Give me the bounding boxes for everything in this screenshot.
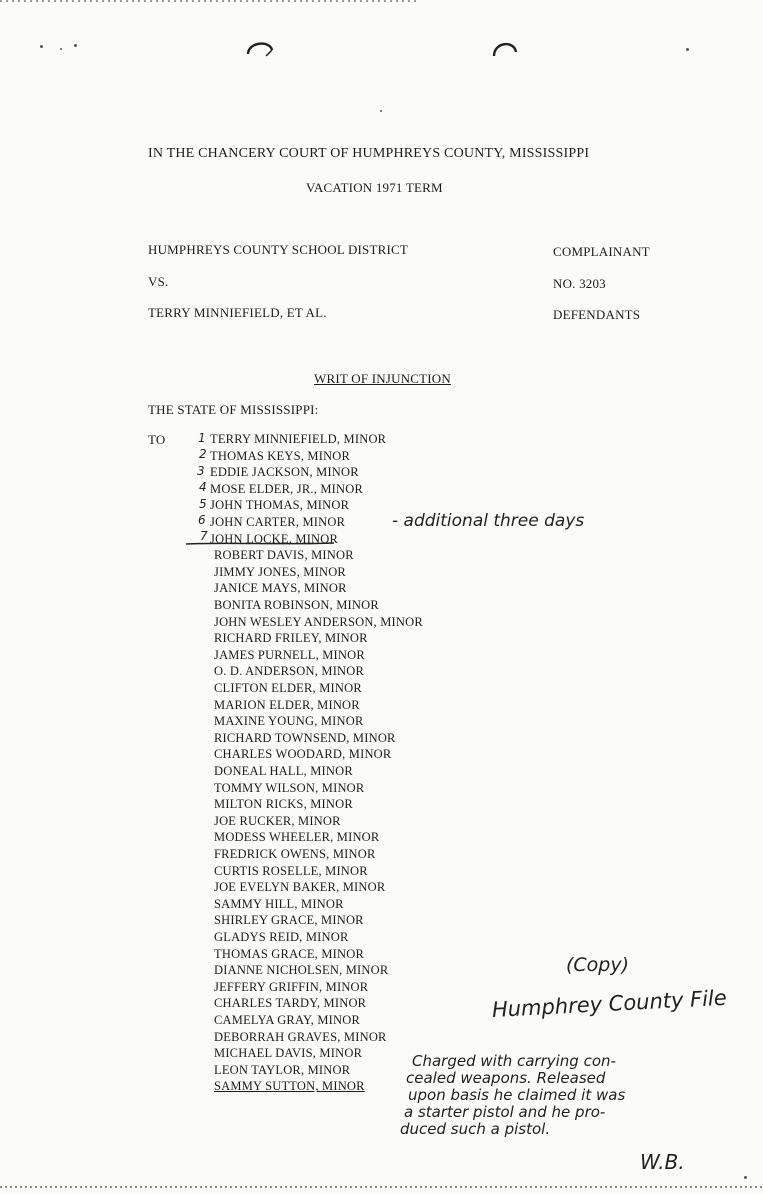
defendant-name-item: FREDRICK OWENS, MINOR (214, 847, 376, 861)
scan-speck (74, 44, 77, 47)
note-line: a starter pistol and he pro- (404, 1103, 606, 1121)
defendant-name-item: JOE EVELYN BAKER, MINOR (214, 880, 386, 895)
pen-underline (186, 540, 336, 548)
plaintiff-role: COMPLAINANT (553, 244, 650, 259)
defendant-name-item: O. D. ANDERSON, MINOR (214, 664, 365, 679)
additional-days-note: - additional three days (392, 511, 585, 531)
defendant-name-item: CHARLES WOODARD, MINOR (214, 747, 392, 762)
defendant-name-item: TERRY MINNIEFIELD, MINOR (210, 432, 387, 446)
defendant-name-item: TOMMY WILSON, MINOR (214, 780, 365, 795)
initials: W.B. (640, 1150, 685, 1174)
hand-number: 1 (198, 431, 206, 445)
defendant-name-item: CHARLES TARDY, MINOR (214, 996, 367, 1011)
scan-speck (744, 1176, 747, 1179)
defendant-name-item: THOMAS KEYS, MINOR (210, 448, 351, 463)
defendant-name: TERRY MINNIEFIELD, ET AL. (148, 305, 327, 320)
scan-edge-top (0, 0, 420, 2)
hand-number: 2 (199, 447, 207, 461)
versus-label: VS. (148, 274, 169, 289)
defendant-name-item: EDDIE JACKSON, MINOR (210, 465, 359, 480)
defendant-name-item: DONEAL HALL, MINOR (214, 764, 353, 778)
note-line: upon basis he claimed it was (408, 1086, 626, 1104)
hand-number: 5 (199, 497, 207, 511)
hand-number: 4 (199, 480, 207, 494)
defendant-name-item: CLIFTON ELDER, MINOR (214, 681, 362, 695)
document-title: WRIT OF INJUNCTION (314, 371, 451, 386)
term-heading: VACATION 1971 TERM (306, 180, 443, 195)
scan-speck (40, 45, 43, 48)
binder-hole-left (244, 36, 276, 60)
case-number: NO. 3203 (553, 276, 606, 291)
note-line: duced such a pistol. (400, 1120, 551, 1138)
defendant-name-item: MODESS WHEELER, MINOR (214, 830, 380, 845)
defendant-name-item: JOHN WESLEY ANDERSON, MINOR (214, 614, 423, 629)
note-line: Charged with carrying con- (412, 1052, 616, 1070)
binder-hole-right (490, 36, 522, 60)
defendant-name-item: CAMELYA GRAY, MINOR (214, 1013, 360, 1027)
salutation: THE STATE OF MISSISSIPPI: (148, 402, 319, 417)
scan-edge-bottom (0, 1186, 763, 1188)
defendant-name-item: MICHAEL DAVIS, MINOR (214, 1046, 363, 1061)
defendant-name-item: SAMMY HILL, MINOR (214, 896, 344, 911)
defendant-name-item: ROBERT DAVIS, MINOR (214, 548, 354, 563)
plaintiff-name: HUMPHREYS COUNTY SCHOOL DISTRICT (148, 242, 409, 257)
defendant-name-item: RICHARD TOWNSEND, MINOR (214, 730, 396, 745)
defendant-name-item: THOMAS GRACE, MINOR (214, 946, 364, 961)
court-heading: IN THE CHANCERY COURT OF HUMPHREYS COUNTY, MISSISSIPPI (148, 146, 590, 161)
copy-note: (Copy) (566, 954, 630, 976)
defendant-name-item: MOSE ELDER, JR., MINOR (210, 481, 364, 496)
defendant-name-item: JEFFERY GRIFFIN, MINOR (214, 979, 369, 994)
hand-number: 3 (197, 464, 205, 478)
defendant-name-item: CURTIS ROSELLE, MINOR (214, 863, 368, 878)
hand-number: 7 (200, 529, 208, 543)
hand-number: 6 (198, 513, 206, 527)
defendant-name-item: SHIRLEY GRACE, MINOR (214, 913, 364, 928)
defendant-name-item: JIMMY JONES, MINOR (214, 564, 346, 579)
defendant-role: DEFENDANTS (553, 307, 641, 322)
defendant-name-item: MILTON RICKS, MINOR (214, 797, 353, 812)
note-line: cealed weapons. Released (406, 1069, 606, 1087)
scan-speck (380, 110, 382, 112)
to-label: TO (148, 432, 166, 447)
defendant-name-item: GLADYS REID, MINOR (214, 930, 349, 944)
defendant-name-item: SAMMY SUTTON, MINOR (214, 1079, 365, 1094)
defendant-name-item: MAXINE YOUNG, MINOR (214, 714, 364, 729)
defendant-name-item: DEBORRAH GRAVES, MINOR (214, 1029, 387, 1044)
defendant-name-item: JOHN CARTER, MINOR (210, 515, 346, 529)
defendant-name-item: JOE RUCKER, MINOR (214, 813, 341, 828)
defendant-name-item: MARION ELDER, MINOR (214, 697, 360, 712)
scan-speck (686, 48, 689, 51)
defendant-name-item: JANICE MAYS, MINOR (214, 581, 347, 596)
defendant-name-item: BONITA ROBINSON, MINOR (214, 598, 379, 612)
defendant-name-item: LEON TAYLOR, MINOR (214, 1062, 351, 1077)
defendant-name-item: JOHN LOCKE, MINOR (210, 531, 339, 546)
defendant-name-item: DIANNE NICHOLSEN, MINOR (214, 963, 389, 978)
defendant-name-item: JAMES PURNELL, MINOR (214, 647, 365, 662)
scan-speck (60, 48, 62, 50)
defendant-name-item: RICHARD FRILEY, MINOR (214, 631, 368, 646)
file-note: Humphrey County File (491, 985, 728, 1022)
defendant-name-item: JOHN THOMAS, MINOR (210, 498, 350, 513)
